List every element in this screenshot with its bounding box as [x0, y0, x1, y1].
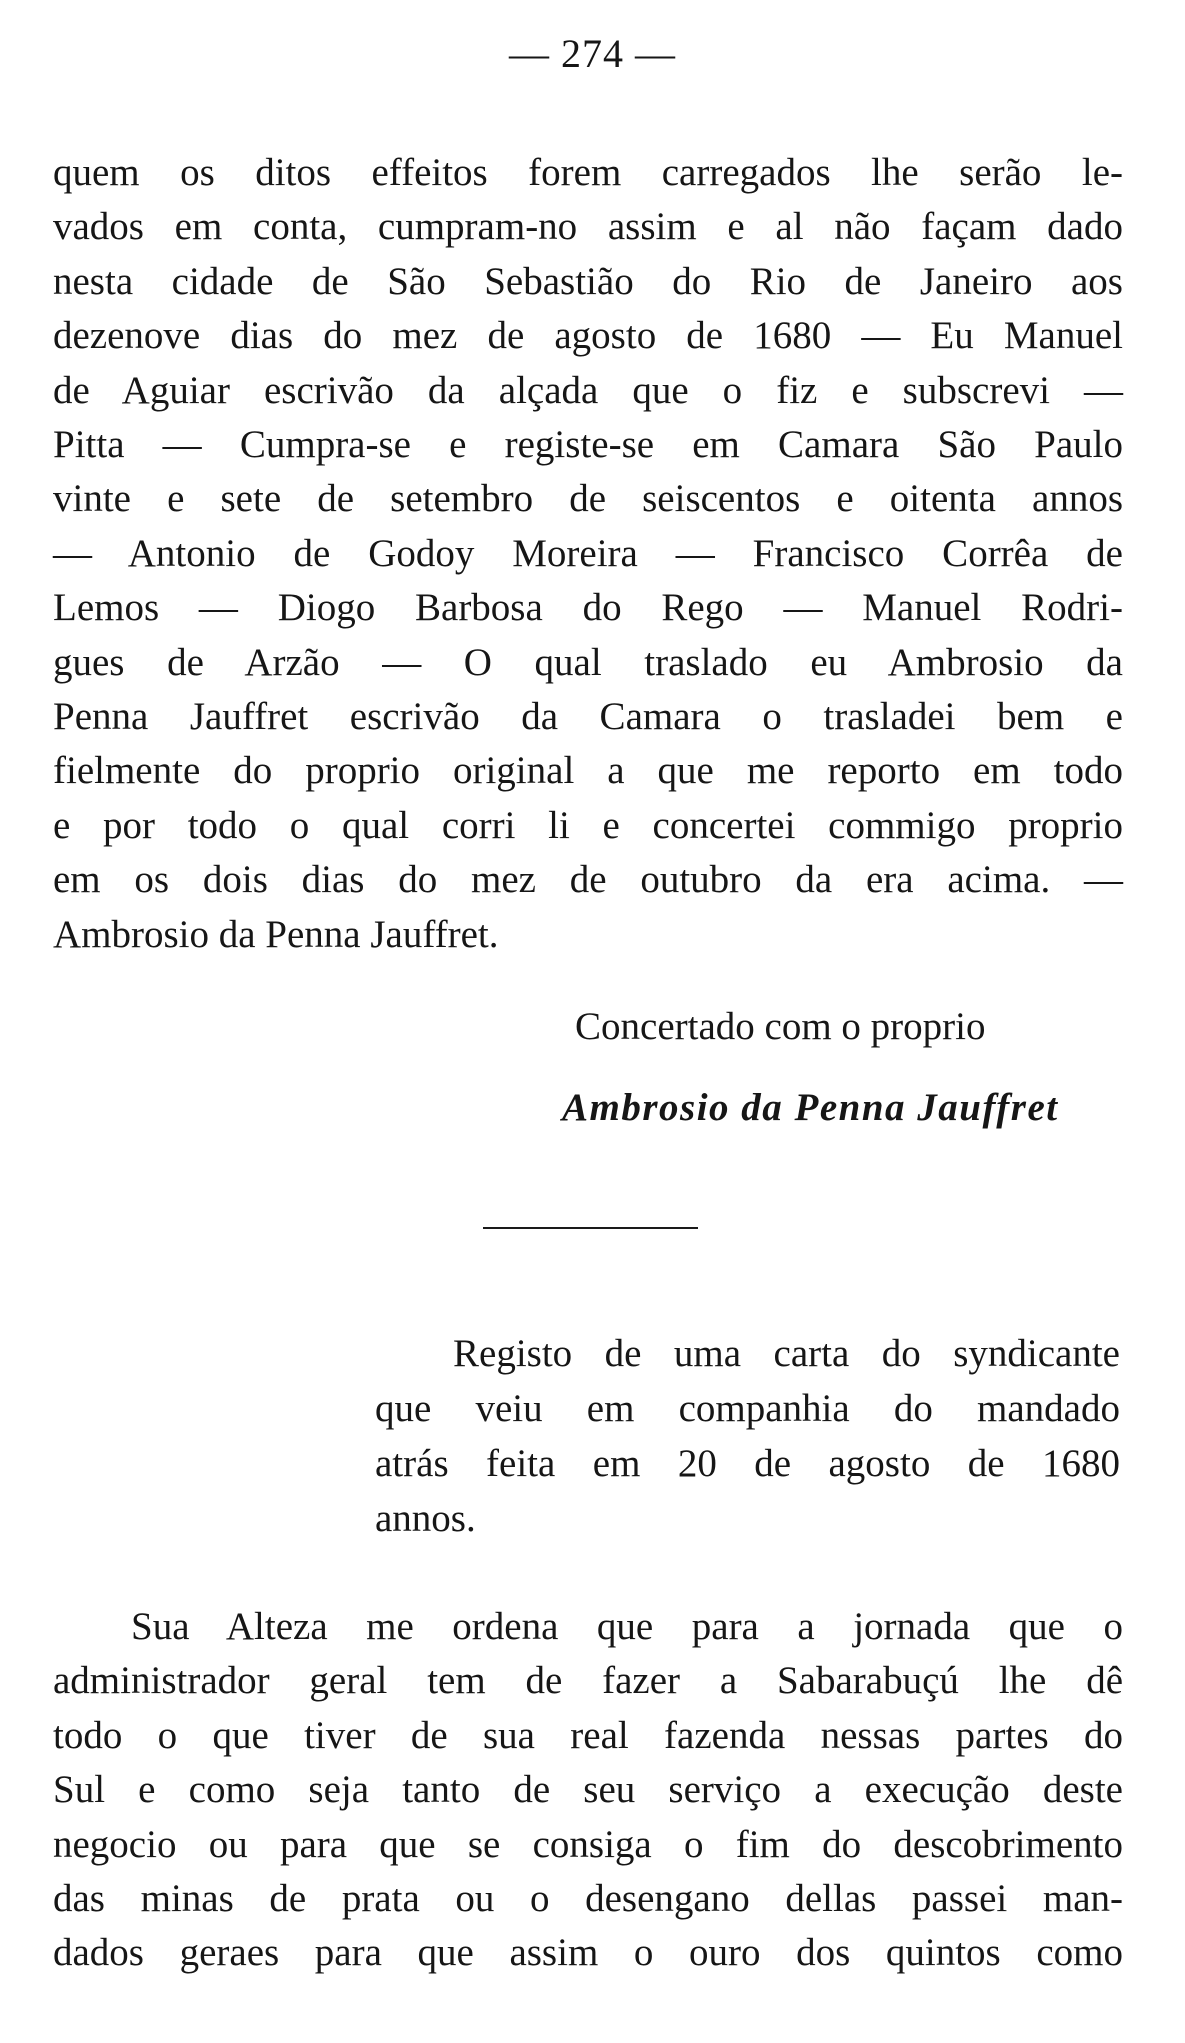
- text-line: quem os ditos effeitos forem carregados lhe serão le-: [53, 151, 1123, 194]
- heading-line: que veiu em companhia do mandado: [375, 1387, 1120, 1430]
- text-line: em os dois dias do mez de outubro da era acima. —: [53, 858, 1123, 902]
- text-line: administrador geral tem de fazer a Sabarabuçú lhe dê: [53, 1659, 1123, 1703]
- paragraph-1: [53, 146, 1123, 962]
- text-line: Penna Jauffret escrivão da Camara o trasladei bem e: [53, 695, 1123, 739]
- section-heading: [375, 1326, 1120, 1546]
- text-line: todo o que tiver de sua real fazenda nessas partes do: [53, 1713, 1123, 1757]
- text-line: e por todo o qual corri li e concertei commigo proprio: [53, 803, 1123, 847]
- signature-name: Ambrosio da Penna Jauffret: [562, 1086, 1059, 1129]
- section-divider: [483, 1227, 698, 1229]
- page-number: — 274 —: [509, 31, 676, 76]
- text-line: negocio ou para que se consiga o fim do descobrimento: [53, 1822, 1123, 1866]
- text-line: Ambrosio da Penna Jauffret.: [53, 912, 499, 956]
- text-line: vinte e sete de setembro de seiscentos e oitenta annos: [53, 477, 1123, 521]
- text-line: fielmente do proprio original a que me reporto em todo: [53, 749, 1123, 793]
- heading-line: Registo de uma carta do syndicante: [453, 1332, 1120, 1375]
- text-line: Lemos — Diogo Barbosa do Rego — Manuel Rodri-: [53, 586, 1123, 630]
- text-line: dezenove dias do mez de agosto de 1680 — Eu Manuel: [53, 314, 1123, 358]
- concertado-note: Concertado com o proprio: [575, 1005, 986, 1048]
- text-line: — Antonio de Godoy Moreira — Francisco Corrêa de: [53, 531, 1123, 575]
- heading-line: atrás feita em 20 de agosto de 1680: [375, 1442, 1120, 1485]
- text-line: nesta cidade de São Sebastião do Rio de Janeiro aos: [53, 259, 1123, 303]
- text-line: Pitta — Cumpra-se e registe-se em Camara São Paulo: [53, 423, 1123, 467]
- text-line: de Aguiar escrivão da alçada que o fiz e subscrevi —: [53, 368, 1123, 412]
- text-line: gues de Arzão — O qual traslado eu Ambrosio da: [53, 640, 1123, 684]
- text-line: Sua Alteza me ordena que para a jornada que o: [131, 1605, 1123, 1648]
- heading-line: annos.: [375, 1497, 476, 1540]
- text-line: dados geraes para que assim o ouro dos quintos como: [53, 1931, 1123, 1975]
- text-line: das minas de prata ou o desengano dellas passei man-: [53, 1877, 1123, 1921]
- text-line: vados em conta, cumpram-no assim e al não façam dado: [53, 205, 1123, 249]
- text-line: Sul e como seja tanto de seu serviço a execução deste: [53, 1768, 1123, 1812]
- paragraph-2: [53, 1600, 1123, 1981]
